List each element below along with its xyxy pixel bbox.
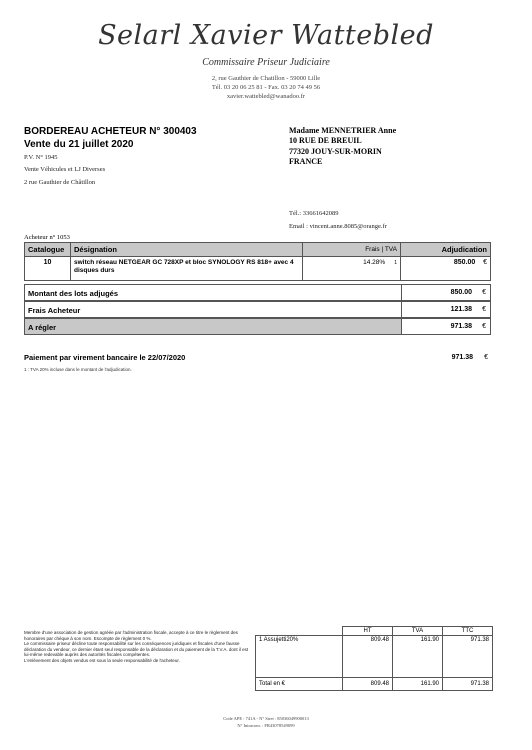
col-ht: HT (343, 627, 393, 636)
amount-due-row (24, 318, 491, 335)
payment-label: Paiement par virement bancaire le 22/07/2020 (24, 353, 186, 362)
table-row (25, 257, 491, 281)
cell-designation: switch réseau NETGEAR GC 728XP et bloc SYNOLOGY RS 818+ avec 4 disques durs (71, 257, 303, 281)
cell-adjudication (401, 257, 491, 281)
recap-total-ttc: 971.38 (443, 678, 493, 691)
lots-table (24, 242, 491, 281)
recap-row-tva: 161.90 (393, 636, 443, 678)
cell-adjudication-value: 850.00 (453, 259, 476, 266)
company-address: 2, rue Gauthier de Chatillon - 59000 Lille (211, 75, 321, 82)
buyer-fees-currency: € (482, 306, 486, 313)
buyer-phone: Tél.: 33661642089 (289, 210, 339, 217)
cell-frais (303, 257, 401, 281)
recap-total-ht: 809.48 (343, 678, 393, 691)
total-lots-label: Montant des lots adjugés (28, 289, 119, 298)
recap-total-tva: 161.90 (393, 678, 443, 691)
col-tva: TVA (393, 627, 443, 636)
sale-type: Vente Véhicules et LJ Diverses (24, 166, 106, 173)
amount-due-currency: € (482, 323, 486, 330)
cell-frais-value: 14.28% (363, 259, 386, 266)
footer-intracom: N° Intracom. : FR43078549099 (237, 723, 295, 728)
company-logo: Selarl Xavier Wattebled (98, 20, 434, 51)
table-row (256, 678, 493, 691)
buyer-country: FRANCE (289, 157, 323, 166)
recap-row-label: 1 Assujetti20% (256, 636, 343, 678)
total-lots-value: 850.00 (450, 289, 472, 296)
company-phone: Tél. 03 20 06 25 81 - Fax. 03 20 74 49 56 (211, 84, 321, 91)
legal-paragraph: Le commissaire priseur décline toute responsabilité sur les conséquences juridiques et fiscales d'une fausse déclaration du vendeur, ce dernier étant seul responsable de la déclaration et du paiement de la T.V.A. dont il est lui-même redevable auprès des autorités fiscales compétentes. (24, 641, 249, 657)
buyer-street: 10 RUE DE BREUIL (289, 136, 362, 145)
legal-paragraph: L'enlèvement des objets vendus est sous la seule responsabilité de l'acheteur. (24, 657, 180, 663)
col-designation: Désignation (71, 243, 303, 257)
recap-row-ttc: 971.38 (443, 636, 493, 678)
total-lots-row (24, 284, 491, 301)
payment-currency: € (484, 354, 488, 361)
company-email: xavier.wattebled@wanadoo.fr (226, 93, 306, 100)
buyer-fees-label: Frais Acheteur (28, 306, 81, 315)
company-role: Commissaire Priseur Judiciaire (202, 57, 330, 68)
buyer-number: Acheteur n° 1053 (24, 234, 70, 241)
col-adjudication: Adjudication (401, 243, 491, 257)
amount-due-label: A régler (28, 323, 57, 332)
buyer-fees-value: 121.38 (450, 306, 472, 313)
cell-catalogue: 10 (25, 257, 71, 281)
col-frais-tva: Frais | TVA (303, 243, 401, 257)
legal-notice (24, 630, 249, 663)
sale-date: Vente du 21 juillet 2020 (24, 139, 134, 150)
bordereau-title: BORDEREAU ACHETEUR N° 300403 (24, 126, 197, 137)
col-catalogue: Catalogue (25, 243, 71, 257)
vat-note: 1 : TVA 20% incluse dans le montant de l'adjudication. (24, 367, 132, 372)
recap-total-label: Total en € (256, 678, 343, 691)
col-ttc: TTC (443, 627, 493, 636)
table-row (256, 636, 493, 678)
footer-ape-siret: Code APE : 741A - N° Siret : 85036049900013 (223, 716, 309, 721)
amount-due-value: 971.38 (450, 323, 472, 330)
buyer-city: 77320 JOUY-SUR-MORIN (289, 147, 382, 156)
pv-number: P.V. N° 1945 (24, 154, 58, 161)
payment-amount: 971.38 (451, 354, 473, 361)
sale-location: 2 rue Gauthier de Châtillon (24, 179, 96, 186)
cell-currency: € (483, 259, 487, 266)
total-lots-currency: € (482, 289, 486, 296)
buyer-email: Email : vincent.anne.8085@orange.fr (289, 223, 387, 230)
recap-row-ht: 809.48 (343, 636, 393, 678)
buyer-name: Madame MENNETRIER Anne (289, 126, 397, 135)
vat-recap-table (255, 626, 493, 691)
legal-paragraph: Membre d'une association de gestion agréée par l'administration fiscale, accepte à ce titre le règlement des honoraires par chèque à son nom. Escompte de règlement 0 %. (24, 630, 238, 641)
cell-tva-index: 1 (394, 260, 397, 266)
buyer-fees-row (24, 301, 491, 318)
